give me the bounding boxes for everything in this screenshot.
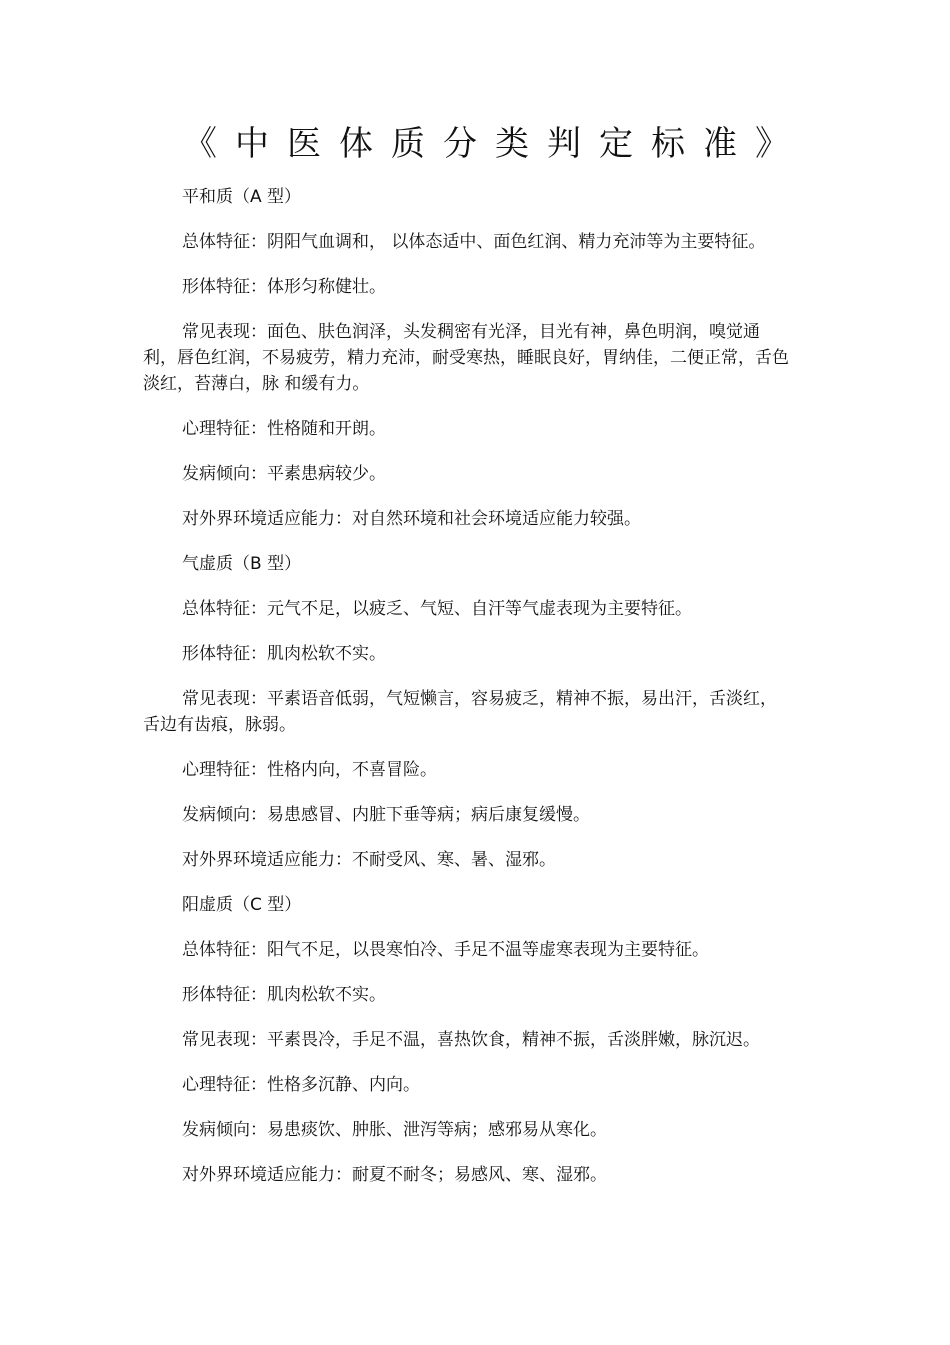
paragraph: 对外界环境适应能力：耐夏不耐冬；易感风、寒、湿邪。 xyxy=(182,1165,607,1185)
paragraph: 对外界环境适应能力：不耐受风、寒、暑、湿邪。 xyxy=(182,850,556,870)
paragraph: 心理特征：性格多沉静、内向。 xyxy=(182,1075,420,1095)
paragraph: 总体特征：阳气不足，以畏寒怕冷、手足不温等虚寒表现为主要特征。 xyxy=(182,940,709,960)
paragraph: 心理特征：性格随和开朗。 xyxy=(182,419,386,439)
paragraph: 常见表现：平素畏冷，手足不温，喜热饮食，精神不振，舌淡胖嫩，脉沉迟。 xyxy=(182,1030,760,1050)
section-heading-type-b: 气虚质（B 型） xyxy=(182,554,302,574)
paragraph: 形体特征：肌肉松软不实。 xyxy=(182,985,386,1005)
paragraph: 总体特征：元气不足，以疲乏、气短、自汗等气虚表现为主要特征。 xyxy=(182,599,692,619)
paragraph: 形体特征：肌肉松软不实。 xyxy=(182,644,386,664)
paragraph: 总体特征：阴阳气血调和， 以体态适中、面色红润、精力充沛等为主要特征。 xyxy=(182,232,766,252)
paragraph: 常见表现：平素语音低弱，气短懒言，容易疲乏，精神不振，易出汗，舌淡红，舌边有齿痕，脉弱。 xyxy=(143,689,777,735)
document-body xyxy=(143,184,793,1207)
paragraph: 对外界环境适应能力：对自然环境和社会环境适应能力较强。 xyxy=(182,509,641,529)
paragraph: 心理特征：性格内向，不喜冒险。 xyxy=(182,760,437,780)
paragraph: 常见表现：面色、肤色润泽，头发稠密有光泽，目光有神，鼻色明润，嗅觉通利，唇色红润，不易疲劳，精力充沛，耐受寒热，睡眠良好，胃纳佳，二便正常，舌色淡红，苔薄白，脉 和缓有力。 xyxy=(143,322,789,394)
section-heading-type-c: 阳虚质（C 型） xyxy=(182,895,302,915)
section-heading-type-a: 平和质（A 型） xyxy=(182,187,302,207)
document-title: 《中医体质分类判定标准》 xyxy=(183,124,807,164)
paragraph: 发病倾向：平素患病较少。 xyxy=(182,464,386,484)
paragraph: 发病倾向：易患感冒、内脏下垂等病；病后康复缓慢。 xyxy=(182,805,590,825)
paragraph: 发病倾向：易患痰饮、肿胀、泄泻等病；感邪易从寒化。 xyxy=(182,1120,607,1140)
paragraph: 形体特征：体形匀称健壮。 xyxy=(182,277,386,297)
